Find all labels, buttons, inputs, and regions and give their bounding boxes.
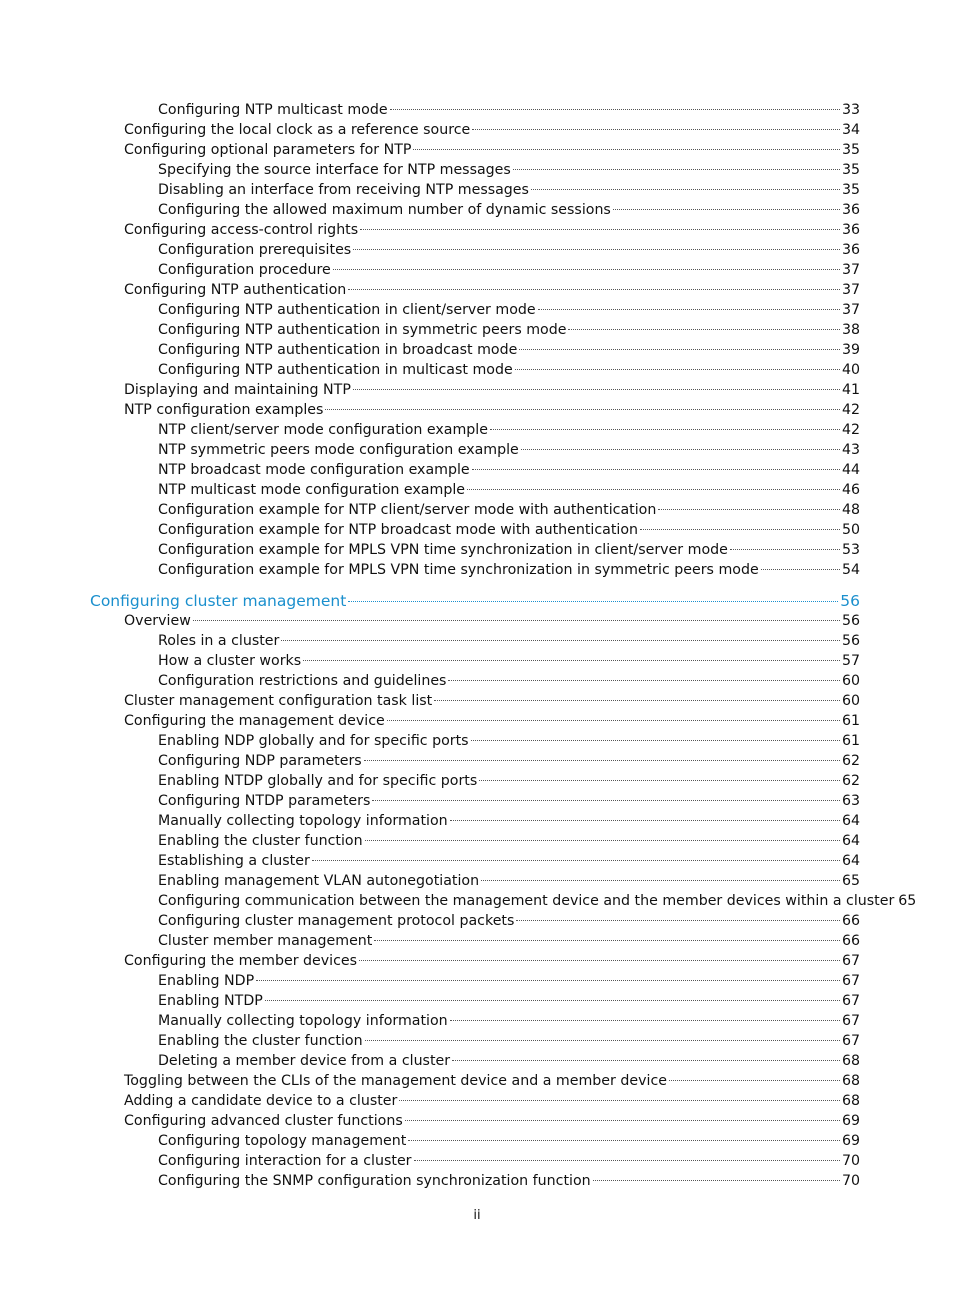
dot-leader (348, 601, 838, 602)
toc-entry[interactable] (158, 1012, 860, 1032)
toc-entry-title: Cluster member management (158, 933, 373, 949)
toc-entry[interactable] (158, 632, 860, 652)
toc-entry[interactable] (158, 672, 860, 692)
dot-leader (613, 209, 840, 210)
toc-entry[interactable] (158, 321, 860, 341)
toc-entry[interactable] (158, 561, 860, 581)
toc-entry[interactable] (158, 792, 860, 812)
dot-leader (593, 1180, 840, 1181)
toc-entry-page: 56 (841, 613, 860, 629)
toc-entry-title: Cluster management configuration task list (124, 693, 433, 709)
toc-entry[interactable] (158, 772, 860, 792)
dot-leader (658, 509, 840, 510)
toc-entry-page: 67 (841, 1013, 860, 1029)
dot-leader (472, 469, 840, 470)
dot-leader (730, 549, 840, 550)
toc-entry[interactable] (158, 181, 860, 201)
toc-entry-title: Enabling NDP (158, 973, 255, 989)
toc-entry-page: 70 (841, 1153, 860, 1169)
toc-entry-title: Configuration restrictions and guidelines (158, 673, 447, 689)
toc-entry[interactable] (158, 832, 860, 852)
toc-entry-title: Enabling management VLAN autonegotiation (158, 873, 480, 889)
toc-entry-page: 36 (841, 222, 860, 238)
toc-entry-page: 39 (841, 342, 860, 358)
toc-entry[interactable] (158, 261, 860, 281)
toc-entry-page: 42 (841, 402, 860, 418)
dot-leader (515, 369, 840, 370)
toc-entry-page: 60 (841, 673, 860, 689)
toc-entry-title: Disabling an interface from receiving NTP messages (158, 182, 529, 198)
toc-entry-page: 62 (841, 753, 860, 769)
toc-entry[interactable] (158, 541, 860, 561)
toc-entry-title: Manually collecting topology information (158, 1013, 448, 1029)
toc-entry-title: Configuring the SNMP configuration synchronization function (158, 1173, 591, 1189)
toc-entry-title: Configuring NTP authentication in client/server mode (158, 302, 536, 318)
dot-leader (513, 169, 840, 170)
dot-leader (256, 980, 840, 981)
dot-leader (364, 760, 840, 761)
dot-leader (408, 1140, 840, 1141)
toc-entry-page: 35 (841, 182, 860, 198)
toc-entry[interactable] (124, 952, 860, 972)
toc-entry-page: 53 (841, 542, 860, 558)
toc-entry-page: 44 (841, 462, 860, 478)
toc-entry[interactable] (158, 161, 860, 181)
dot-leader (531, 189, 840, 190)
toc-entry-title: Configuring access-control rights (124, 222, 359, 238)
toc-entry-title: Toggling between the CLIs of the management device and a member device (124, 1073, 667, 1089)
dot-leader (348, 289, 840, 290)
dot-leader (472, 129, 840, 130)
toc-entry-page: 56 (840, 592, 860, 610)
dot-leader (481, 880, 840, 881)
toc-entry[interactable] (158, 752, 860, 772)
toc-entry-title: Configuring NTP authentication in symmetric peers mode (158, 322, 567, 338)
toc-entry-title: How a cluster works (158, 653, 302, 669)
dot-leader (360, 229, 840, 230)
toc-entry-title: Configuring cluster management protocol packets (158, 913, 515, 929)
toc-entry-title: Overview (124, 613, 191, 629)
dot-leader (353, 249, 840, 250)
toc-entry[interactable] (158, 1132, 860, 1152)
page-number: ii (473, 1208, 481, 1223)
toc-entry-title: Configuring NTDP parameters (158, 793, 371, 809)
toc-entry[interactable] (158, 932, 860, 952)
toc-entry-title: NTP client/server mode configuration example (158, 422, 488, 438)
dot-leader (538, 309, 840, 310)
toc-entry-page: 62 (841, 773, 860, 789)
toc-entry-page: 67 (841, 953, 860, 969)
dot-leader (471, 740, 840, 741)
toc-entry[interactable] (158, 812, 860, 832)
dot-leader (353, 389, 840, 390)
toc-entry[interactable] (158, 201, 860, 221)
toc-entry-page: 42 (841, 422, 860, 438)
toc-entry-title: Configuration example for NTP broadcast mode with authentication (158, 522, 639, 538)
toc-entry[interactable] (124, 612, 860, 632)
dot-leader (450, 820, 840, 821)
toc-entry[interactable] (158, 461, 860, 481)
toc-entry-title: NTP broadcast mode configuration example (158, 462, 470, 478)
toc-entry-page: 66 (841, 933, 860, 949)
dot-leader (265, 1000, 840, 1001)
toc-entry[interactable] (158, 1172, 860, 1192)
dot-leader (519, 349, 840, 350)
dot-leader (479, 780, 840, 781)
toc-entry-page: 65 (841, 873, 860, 889)
toc-entry[interactable] (158, 852, 860, 872)
toc-entry-page: 61 (841, 713, 860, 729)
toc-entry-page: 41 (841, 382, 860, 398)
toc-entry-page: 68 (841, 1053, 860, 1069)
toc-entry-title: Configuring optional parameters for NTP (124, 142, 412, 158)
dot-leader (761, 569, 840, 570)
toc-entry-page: 64 (841, 833, 860, 849)
toc-entry[interactable] (158, 101, 860, 121)
toc-entry-title: Configuration procedure (158, 262, 331, 278)
toc-entry-title: Enabling NTDP globally and for specific ports (158, 773, 478, 789)
toc-entry-title: Configuring NTP authentication in broadcast mode (158, 342, 518, 358)
toc-entry-page: 35 (841, 142, 860, 158)
toc-entry[interactable] (158, 972, 860, 992)
dot-leader (413, 149, 839, 150)
toc-entry[interactable] (124, 401, 860, 421)
toc-entry-page: 50 (841, 522, 860, 538)
toc-entry[interactable] (158, 441, 860, 461)
toc-entry-page: 61 (841, 733, 860, 749)
toc-entry-page: 36 (841, 202, 860, 218)
toc-entry-title: NTP multicast mode configuration example (158, 482, 465, 498)
toc-entry-title: Displaying and maintaining NTP (124, 382, 351, 398)
toc-entry-title: Configuring interaction for a cluster (158, 1153, 412, 1169)
toc-entry[interactable] (124, 1072, 860, 1092)
dot-leader (374, 940, 840, 941)
dot-leader (450, 1020, 840, 1021)
dot-leader (193, 620, 840, 621)
toc-entry-title: Establishing a cluster (158, 853, 310, 869)
toc-entry[interactable] (158, 501, 860, 521)
toc-entry-page: 43 (841, 442, 860, 458)
toc-entry[interactable] (158, 992, 860, 1012)
toc-entry-page: 56 (841, 633, 860, 649)
toc-entry-page: 46 (841, 482, 860, 498)
dot-leader (568, 329, 839, 330)
toc-entry-title: Specifying the source interface for NTP messages (158, 162, 511, 178)
toc-entry-page: 69 (841, 1113, 860, 1129)
dot-leader (387, 720, 840, 721)
toc-entry-page: 68 (841, 1073, 860, 1089)
toc-entry-title: Configuring cluster management (90, 592, 347, 610)
toc-entry-page: 67 (841, 973, 860, 989)
toc-entry[interactable] (124, 712, 860, 732)
toc-chapter-entry[interactable] (90, 592, 860, 612)
toc-entry-title: Enabling NDP globally and for specific ports (158, 733, 469, 749)
toc-entry[interactable] (158, 241, 860, 261)
toc-entry-title: Configuring the management device (124, 713, 385, 729)
toc-entry-page: 54 (841, 562, 860, 578)
toc-entry-title: Configuring the member devices (124, 953, 358, 969)
toc-entry-title: Enabling NTDP (158, 993, 263, 1009)
toc-entry-title: Configuration example for MPLS VPN time synchronization in symmetric peers mode (158, 562, 759, 578)
toc-entry[interactable] (158, 652, 860, 672)
toc-entry-page: 40 (841, 362, 860, 378)
toc-entry-page: 36 (841, 242, 860, 258)
toc-entry[interactable] (158, 301, 860, 321)
toc-entry-title: Configuring NTP multicast mode (158, 102, 388, 118)
toc-entry[interactable] (158, 1052, 860, 1072)
toc-entry[interactable] (158, 1152, 860, 1172)
toc-entry-page: 37 (841, 302, 860, 318)
dot-leader (303, 660, 840, 661)
toc-entry-title: Enabling the cluster function (158, 1033, 363, 1049)
toc-entry-title: Configuring communication between the management device and the member devices within a cluster (158, 893, 895, 909)
toc-entry-page: 64 (841, 813, 860, 829)
dot-leader (414, 1160, 840, 1161)
toc-entry-title: Configuring topology management (158, 1133, 407, 1149)
toc-entry-title: Configuring the local clock as a reference source (124, 122, 471, 138)
dot-leader (434, 700, 840, 701)
toc-entry-title: Deleting a member device from a cluster (158, 1053, 451, 1069)
toc-entry-page: 66 (841, 913, 860, 929)
dot-leader (405, 1120, 840, 1121)
dot-leader (640, 529, 840, 530)
toc-entry-title: Enabling the cluster function (158, 833, 363, 849)
dot-leader (365, 840, 840, 841)
dot-leader (372, 800, 840, 801)
toc-entry[interactable] (158, 1032, 860, 1052)
toc-entry-title: Configuration example for NTP client/server mode with authentication (158, 502, 657, 518)
dot-leader (521, 449, 840, 450)
dot-leader (399, 1100, 840, 1101)
toc-entry[interactable] (158, 361, 860, 381)
toc-entry-title: Configuration example for MPLS VPN time synchronization in client/server mode (158, 542, 728, 558)
toc-entry[interactable] (124, 121, 860, 141)
toc-entry-title: Configuring the allowed maximum number of dynamic sessions (158, 202, 611, 218)
toc-entry-title: Roles in a cluster (158, 633, 280, 649)
dot-leader (516, 920, 840, 921)
toc-entry[interactable] (124, 1112, 860, 1132)
toc-entry-page: 70 (841, 1173, 860, 1189)
toc-entry-title: Adding a candidate device to a cluster (124, 1093, 398, 1109)
toc-entry[interactable] (158, 872, 860, 892)
toc-entry-page: 34 (841, 122, 860, 138)
dot-leader (281, 640, 840, 641)
toc-entry-page: 60 (841, 693, 860, 709)
toc-entry-title: NTP configuration examples (124, 402, 324, 418)
toc-entry-page: 69 (841, 1133, 860, 1149)
toc-entry[interactable] (124, 141, 860, 161)
toc-entry-page: 67 (841, 993, 860, 1009)
toc-entry-page: 65 (898, 893, 917, 909)
toc-entry-page: 48 (841, 502, 860, 518)
toc-entry[interactable] (158, 892, 917, 912)
dot-leader (365, 1040, 840, 1041)
toc-entry-page: 68 (841, 1093, 860, 1109)
toc-entry-title: Configuring advanced cluster functions (124, 1113, 403, 1129)
toc-entry-page: 37 (841, 262, 860, 278)
toc-entry-title: Configuring NDP parameters (158, 753, 362, 769)
toc-entry[interactable] (124, 1092, 860, 1112)
dot-leader (669, 1080, 840, 1081)
dot-leader (448, 680, 839, 681)
toc-entry[interactable] (158, 341, 860, 361)
toc-entry-page: 37 (841, 282, 860, 298)
toc-entry-title: Configuring NTP authentication in multicast mode (158, 362, 513, 378)
toc-entry[interactable] (124, 381, 860, 401)
toc-entry[interactable] (158, 732, 860, 752)
dot-leader (312, 860, 840, 861)
dot-leader (490, 429, 840, 430)
dot-leader (325, 409, 840, 410)
toc-entry[interactable] (158, 521, 860, 541)
toc-entry-title: NTP symmetric peers mode configuration example (158, 442, 519, 458)
toc-entry[interactable] (158, 421, 860, 441)
toc-entry-page: 63 (841, 793, 860, 809)
toc-entry-page: 64 (841, 853, 860, 869)
dot-leader (467, 489, 840, 490)
dot-leader (359, 960, 840, 961)
dot-leader (452, 1060, 840, 1061)
toc-entry-title: Manually collecting topology information (158, 813, 448, 829)
dot-leader (333, 269, 840, 270)
toc-entry[interactable] (158, 481, 860, 501)
toc-entry[interactable] (158, 912, 860, 932)
dot-leader (390, 109, 840, 110)
toc-entry-page: 35 (841, 162, 860, 178)
toc-entry-page: 67 (841, 1033, 860, 1049)
toc-entry[interactable] (124, 692, 860, 712)
toc-entry[interactable] (124, 281, 860, 301)
toc-entry-page: 57 (841, 653, 860, 669)
toc-entry-title: Configuration prerequisites (158, 242, 352, 258)
toc-entry-page: 33 (841, 102, 860, 118)
toc-entry-title: Configuring NTP authentication (124, 282, 347, 298)
toc-entry[interactable] (124, 221, 860, 241)
toc-entry-page: 38 (841, 322, 860, 338)
